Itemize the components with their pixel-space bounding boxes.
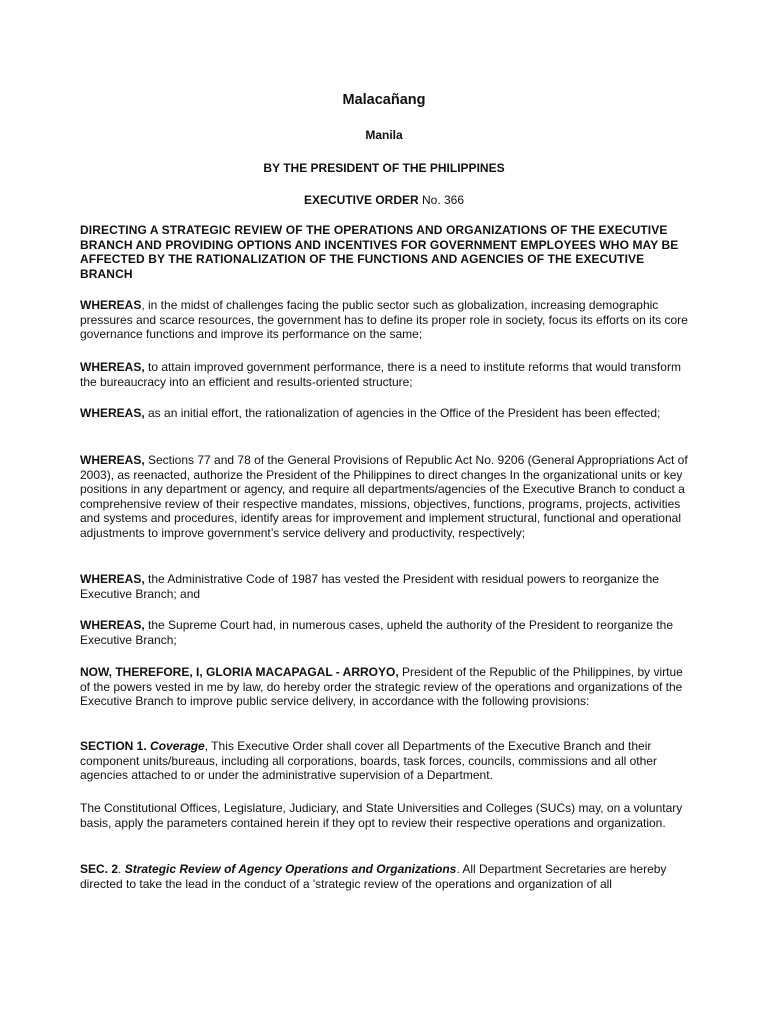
whereas-clause-3 [80, 406, 692, 421]
order-subject: DIRECTING A STRATEGIC REVIEW OF THE OPERATIONS AND ORGANIZATIONS OF THE EXECUTIVE BRANCH AND PROVIDING OPTIONS AND INCENTIVES FOR GOVERNMENT EMPLOYEES WHO MAY BE AFFECTED BY THE RATIONALIZATION OF THE FUNCTIONS AND AGENCIES OF THE EXECUTIVE BRANCH [80, 223, 679, 281]
section-1-text: , This Executive Order shall cover all Departments of the Executive Branch and their component units/bureaus, including all corporations, boards, task forces, councils, commissions and all other agencies attached to or under the administrative supervision of a Department. [80, 739, 657, 783]
now-therefore-clause [80, 665, 692, 709]
whereas-lead: WHEREAS, [80, 406, 145, 420]
whereas-lead: WHEREAS, [80, 453, 145, 467]
whereas-lead: WHEREAS [80, 298, 142, 312]
section-2-text: . All Department Secretaries are hereby directed to take the lead in the conduct of a 'strategic review of the operations and organization of all [80, 862, 667, 891]
whereas-clause-4 [80, 453, 692, 541]
whereas-clause-6 [80, 618, 692, 647]
document-title: Malacañang [342, 92, 426, 108]
constitutional-offices-paragraph: The Constitutional Offices, Legislature, Judiciary, and State Universities and Colleges (SUCs) may, on a voluntary basis, apply the parameters contained herein if they opt to review their respective operations and organization. [80, 801, 683, 830]
whereas-text: the Supreme Court had, in numerous cases, upheld the authority of the President to reorganize the Executive Branch; [80, 618, 673, 647]
now-therefore-lead: NOW, THEREFORE, I, GLORIA MACAPAGAL - ARROYO, [80, 665, 399, 679]
whereas-clause-1 [80, 298, 692, 342]
whereas-text: the Administrative Code of 1987 has vested the President with residual powers to reorganize the Executive Branch; and [80, 572, 659, 601]
section-2-separator: . [118, 862, 125, 876]
whereas-clause-2 [80, 360, 692, 389]
whereas-text: Sections 77 and 78 of the General Provisions of Republic Act No. 9206 (General Appropriations Act of 2003), as reenacted, authorize the President of the Philippines to direct changes In the organizational units or key positions in any department or agency, and require all departments/agencies of the Executive Branch to conduct a comprehensive review of their respective mandates, missions, objectives, functions, programs, projects, activities and systems and procedures, identify areas for improvement and implement structural, functional and operational adjustments to improve government’s service delivery and productivity, respectively; [80, 453, 688, 540]
whereas-lead: WHEREAS, [80, 360, 145, 374]
document-issuer: BY THE PRESIDENT OF THE PHILIPPINES [263, 161, 505, 175]
section-2-label: SEC. 2 [80, 862, 119, 876]
whereas-clause-5 [80, 572, 692, 601]
whereas-text: as an initial effort, the rationalization of agencies in the Office of the President has been effected; [144, 406, 661, 420]
section-2 [80, 862, 692, 896]
executive-order-heading [0, 193, 768, 207]
now-therefore-text: President of the Republic of the Philippines, by virtue of the powers vested in me by law, do hereby order the strategic review of the operations and organizations of the Executive Branch to improve public service delivery, in accordance with the following provisions: [80, 665, 683, 709]
section-1 [80, 739, 692, 783]
section-1-heading: Coverage [150, 739, 205, 753]
order-number: No. 366 [422, 193, 465, 207]
whereas-lead: WHEREAS, [80, 572, 145, 586]
section-2-heading: Strategic Review of Agency Operations and Organizations [124, 862, 457, 876]
document-place: Manila [365, 128, 403, 142]
whereas-text: to attain improved government performance, there is a need to institute reforms that would transform the bureaucracy into an efficient and results-oriented structure; [80, 360, 681, 389]
section-1-label: SECTION 1. [80, 739, 147, 753]
whereas-text: , in the midst of challenges facing the public sector such as globalization, increasing demographic pressures and scarce resources, the government has to define its proper role in society, focus its efforts on its core governance functions and improve its performance on the same; [80, 298, 688, 342]
order-label: EXECUTIVE ORDER [303, 193, 419, 207]
whereas-lead: WHEREAS, [80, 618, 145, 632]
